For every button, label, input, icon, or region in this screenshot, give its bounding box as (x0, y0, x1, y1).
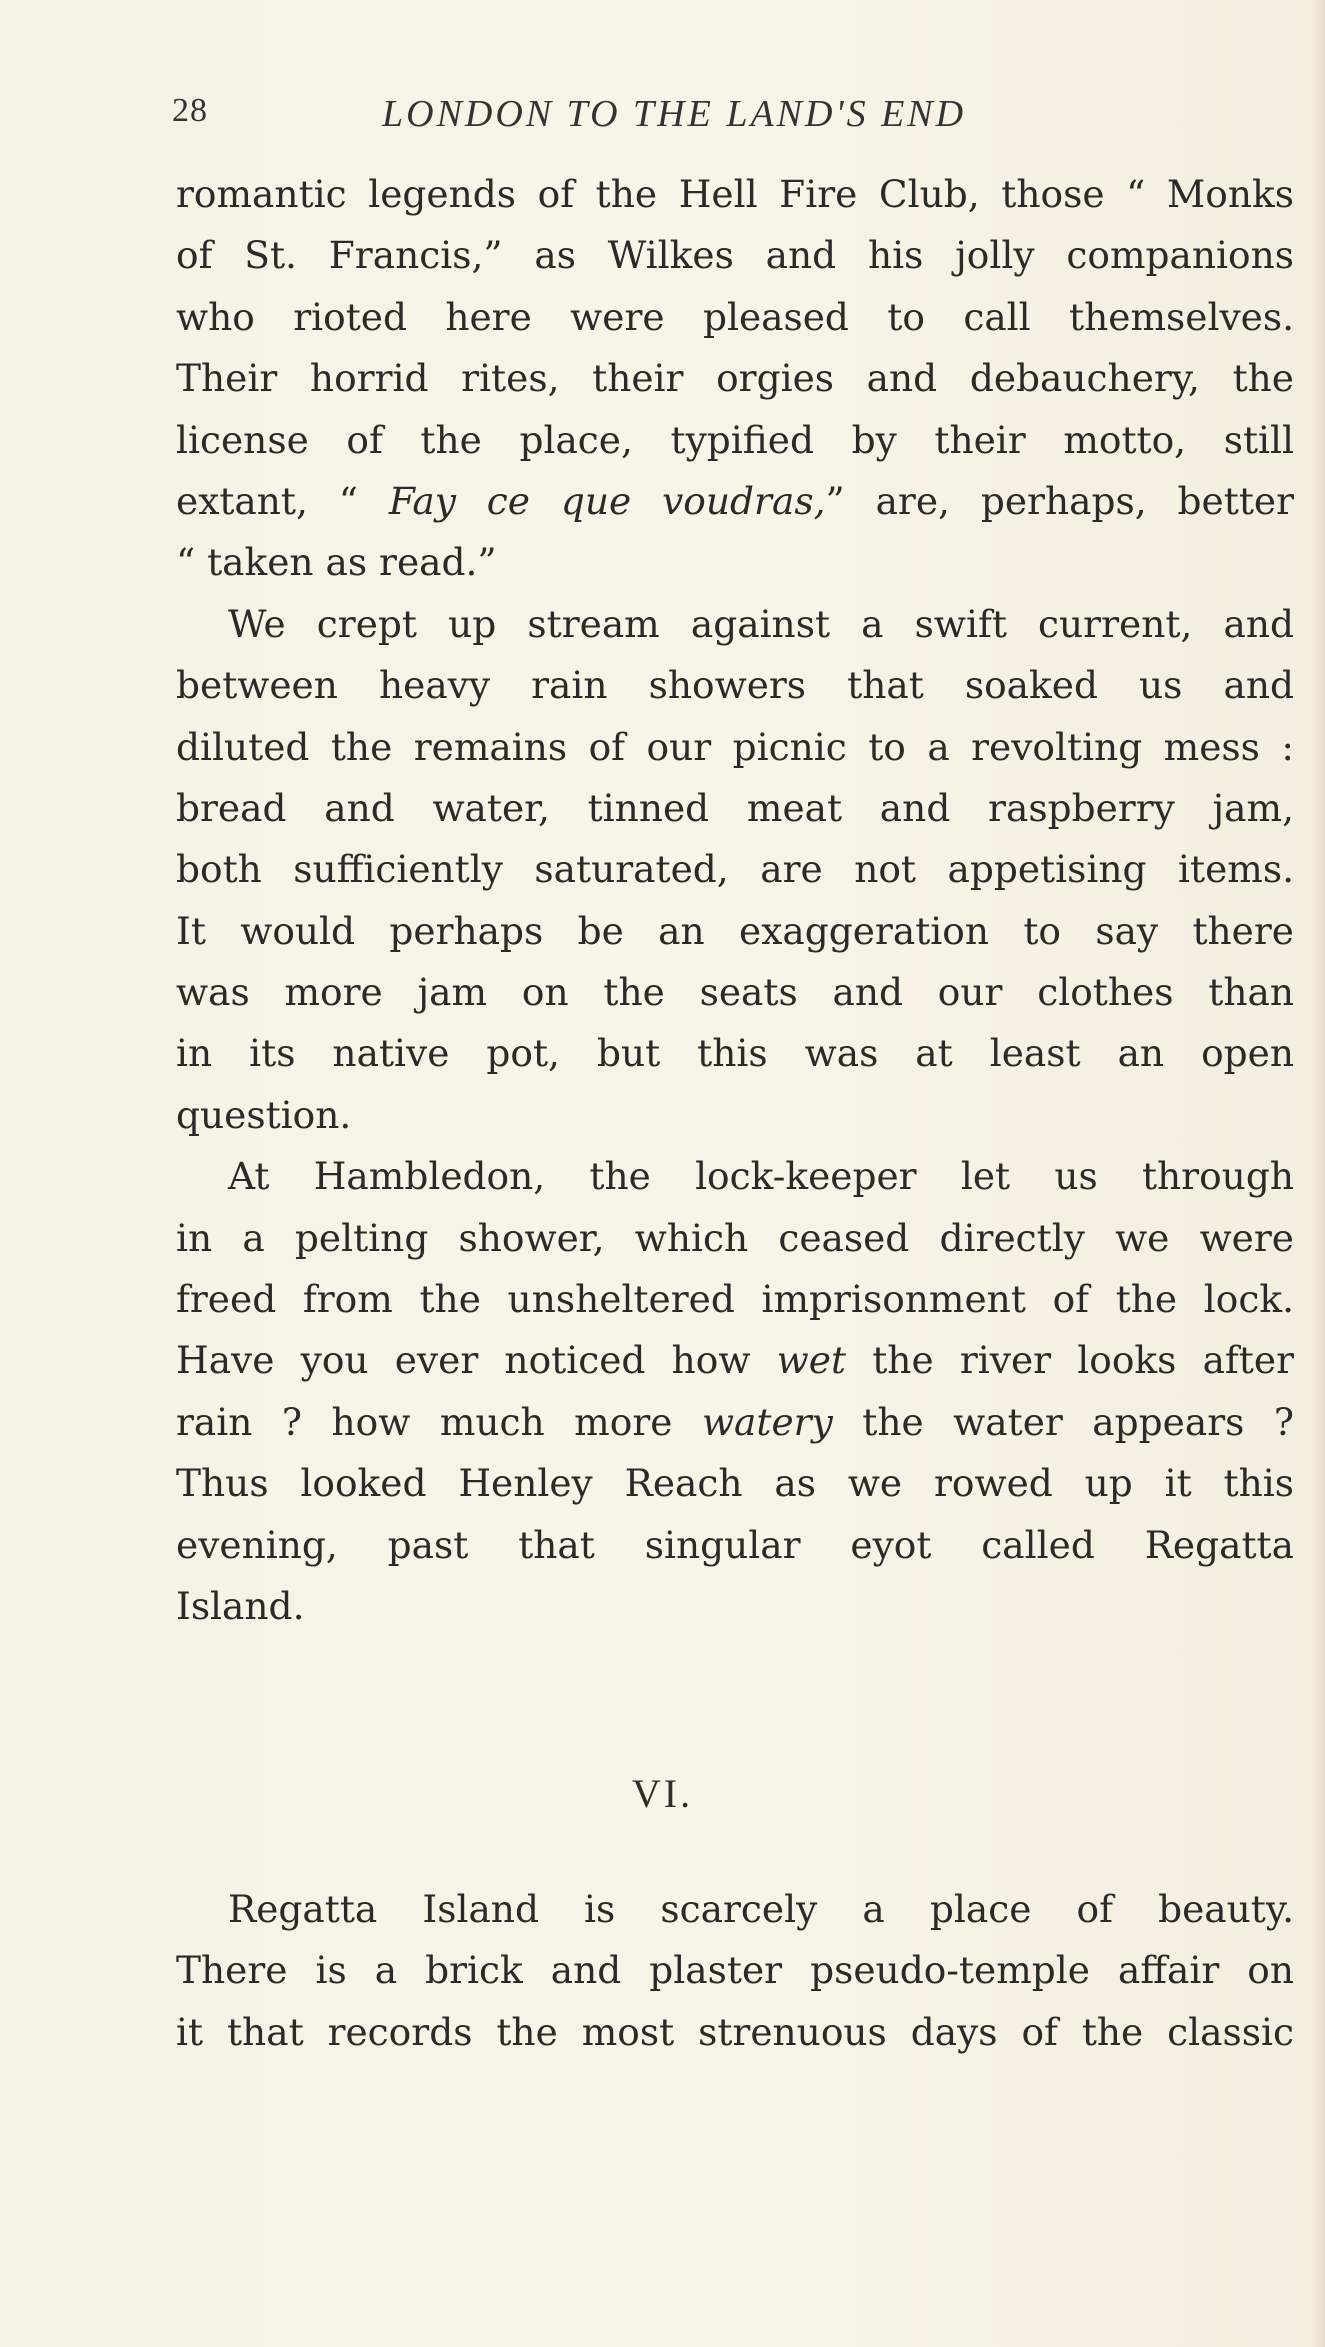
text-run: rain ? how much more (176, 1399, 702, 1444)
text-line: Island. (176, 1583, 305, 1628)
section-heading: VI. (631, 1771, 694, 1816)
text-line: Thus looked Henley Reach as we rowed up it this (176, 1461, 1294, 1506)
text-line: romantic legends of the Hell Fire Club, those “ Monks (176, 172, 1294, 216)
text-line: There is a brick and plaster pseudo-temple affair on (176, 1948, 1294, 1993)
text-run: Have you ever noticed how (176, 1338, 777, 1383)
text-line: freed from the unsheltered imprisonment of the lock. (176, 1277, 1294, 1322)
motto-italic: Fay ce que voudras, (388, 478, 826, 523)
text-run: extant, “ (176, 478, 389, 523)
italic-word: wet (776, 1338, 847, 1383)
text-line-with-motto (176, 471, 1294, 532)
italic-word: watery (701, 1399, 833, 1444)
text-line: between heavy rain showers that soaked us and (176, 663, 1294, 708)
text-line-with-italic (176, 1330, 1294, 1391)
page-edge-shadow (1311, 0, 1325, 2347)
text-line: It would perhaps be an exaggeration to say there (176, 908, 1294, 953)
running-head (172, 92, 1290, 142)
text-line: question. (176, 1092, 352, 1137)
text-line: We crept up stream against a swift current, and (228, 601, 1294, 646)
running-title: LONDON TO THE LAND'S END (382, 93, 967, 135)
text-run: ” are, perhaps, better (825, 478, 1294, 523)
text-line: evening, past that singular eyot called Regatta (176, 1522, 1294, 1567)
text-line: in a pelting shower, which ceased directly we were (176, 1215, 1294, 1260)
text-line: who rioted here were pleased to call themselves. (176, 294, 1294, 339)
text-run: the water appears ? (832, 1399, 1294, 1444)
text-line: of St. Francis,” as Wilkes and his jolly companions (176, 233, 1294, 278)
text-line: license of the place, typified by their motto, still (176, 417, 1294, 462)
text-line: “ taken as read.” (176, 540, 497, 585)
text-line: Regatta Island is scarcely a place of beauty. (228, 1887, 1294, 1931)
text-line: it that records the most strenuous days of the classic (176, 2009, 1294, 2054)
page-number: 28 (172, 92, 208, 129)
text-line: was more jam on the seats and our clothes than (176, 970, 1294, 1015)
text-line-with-italic (176, 1392, 1294, 1453)
body-text-block-1 (176, 164, 1294, 1637)
text-line: At Hambledon, the lock-keeper let us through (228, 1154, 1294, 1199)
text-run: the river looks after (846, 1338, 1294, 1383)
text-line: Their horrid rites, their orgies and debauchery, the (176, 356, 1294, 401)
text-line: in its native pot, but this was at least an open (176, 1031, 1294, 1076)
text-line: diluted the remains of our picnic to a revolting mess : (176, 724, 1294, 769)
text-line: bread and water, tinned meat and raspberry jam, (176, 785, 1294, 830)
text-line: both sufficiently saturated, are not appetising items. (176, 847, 1294, 892)
body-text-block-2 (176, 1879, 1294, 2063)
